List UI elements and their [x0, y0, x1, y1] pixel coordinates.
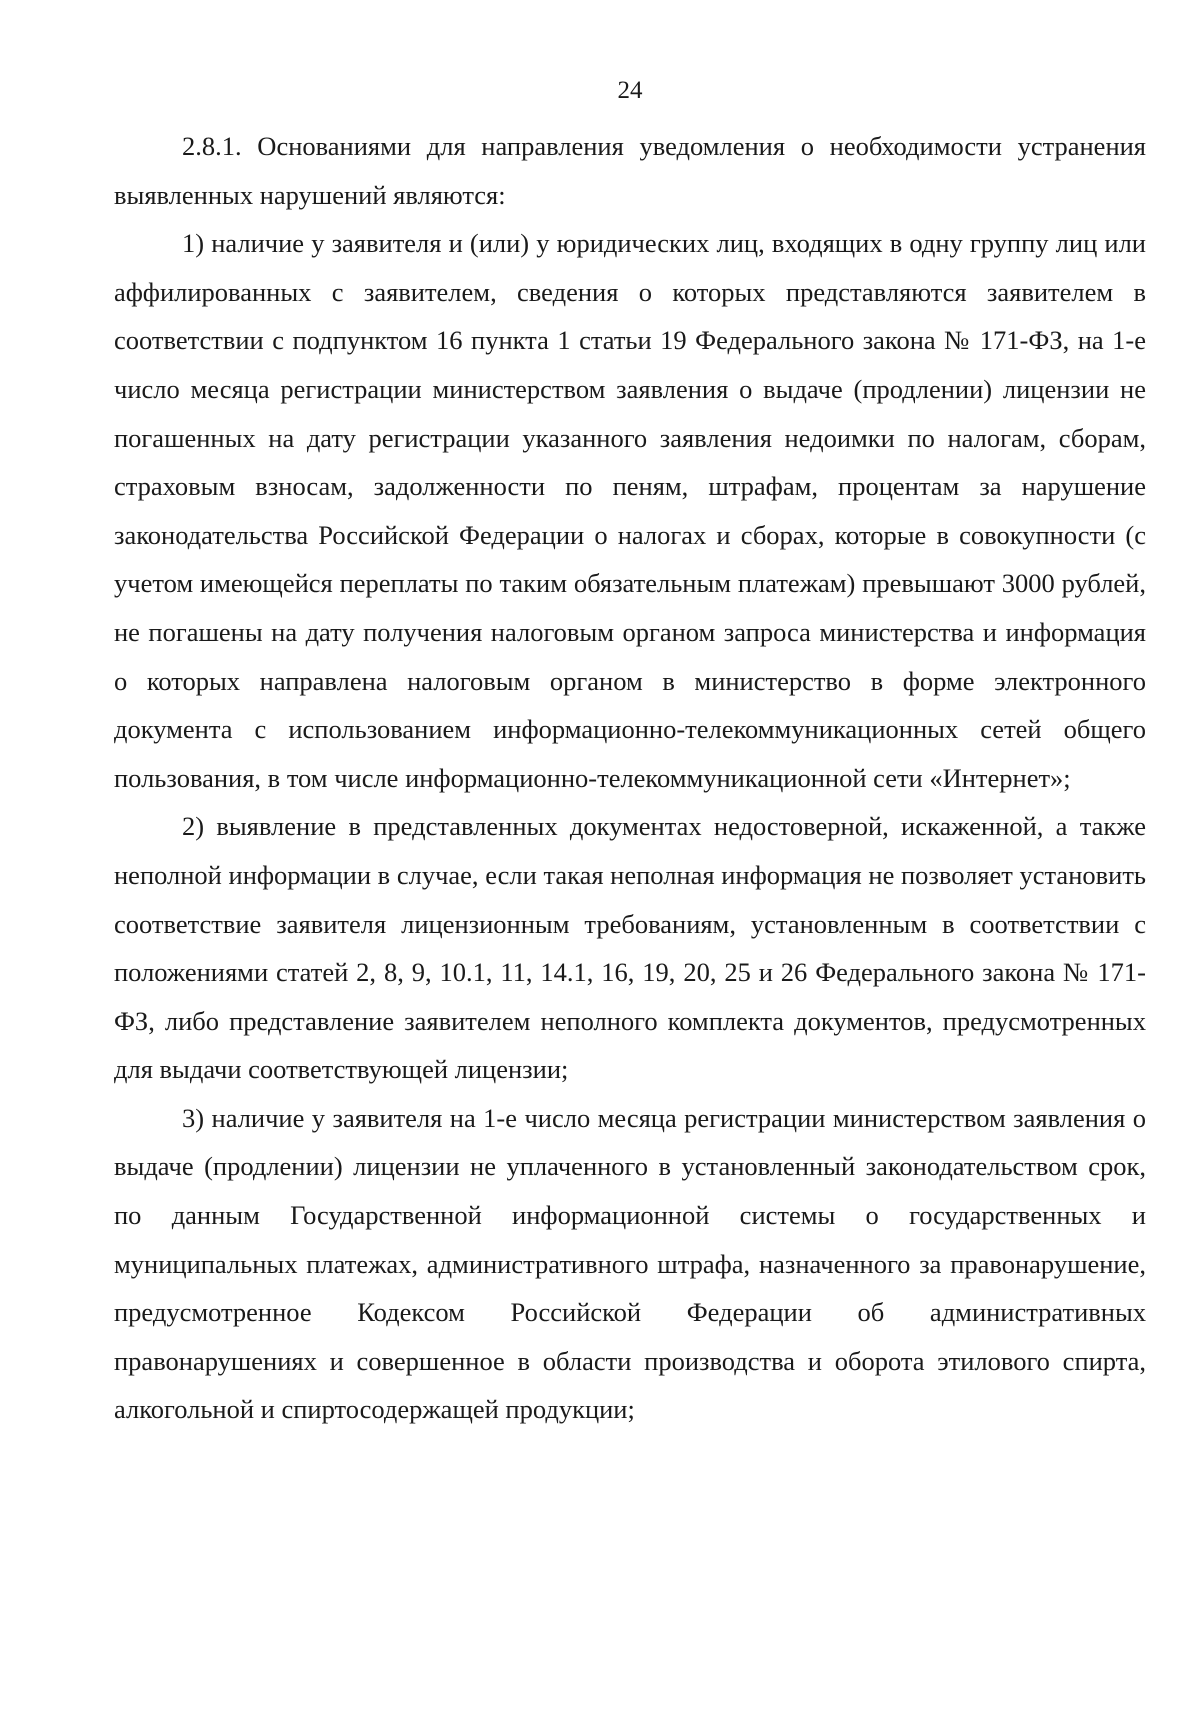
- page-number: 24: [617, 77, 643, 104]
- document-body: [114, 122, 1146, 1434]
- paragraph-2-8-1: 2.8.1. Основаниями для направления уведомления о необходимости устранения выявленных нарушений являются:: [114, 131, 1146, 210]
- paragraph-item-2: 2) выявление в представленных документах недостоверной, искаженной, а также неполной информации в случае, если такая неполная информация не позволяет установить соответствие заявителя лицензионным требованиям, установленным в соответствии с положениями статей 2, 8, 9, 10.1, 11, 14.1, 16, 19, 20, 25 и 26 Федерального закона № 171-ФЗ, либо представление заявителем неполного комплекта документов, предусмотренных для выдачи соответствующей лицензии;: [114, 811, 1146, 1085]
- paragraph-item-1: 1) наличие у заявителя и (или) у юридических лиц, входящих в одну группу лиц или аффилированных с заявителем, сведения о которых представляются заявителем в соответствии с подпунктом 16 пункта 1 статьи 19 Федерального закона № 171-ФЗ, на 1-е число месяца регистрации министерством заявления о выдаче (продлении) лицензии не погашенных на дату регистрации указанного заявления недоимки по налогам, сборам, страховым взносам, задолженности по пеням, штрафам, процентам за нарушение законодательства Российской Федерации о налогах и сборах, которые в совокупности (с учетом имеющейся переплаты по таким обязательным платежам) превышают 3000 рублей, не погашены на дату получения налоговым органом запроса министерства и информация о которых направлена налоговым органом в министерство в форме электронного документа с использованием информационно-телекоммуникационных сетей общего пользования, в том числе информационно-телекоммуникационной сети «Интернет»;: [114, 228, 1146, 793]
- paragraph-item-3: 3) наличие у заявителя на 1-е число месяца регистрации министерством заявления о выдаче (продлении) лицензии не уплаченного в установленный законодательством срок, по данным Государственной информационной системы о государственных и муниципальных платежах, административного штрафа, назначенного за правонарушение, предусмотренное Кодексом Российской Федерации об административных правонарушениях и совершенное в области производства и оборота этилового спирта, алкогольной и спиртосодержащей продукции;: [114, 1102, 1146, 1425]
